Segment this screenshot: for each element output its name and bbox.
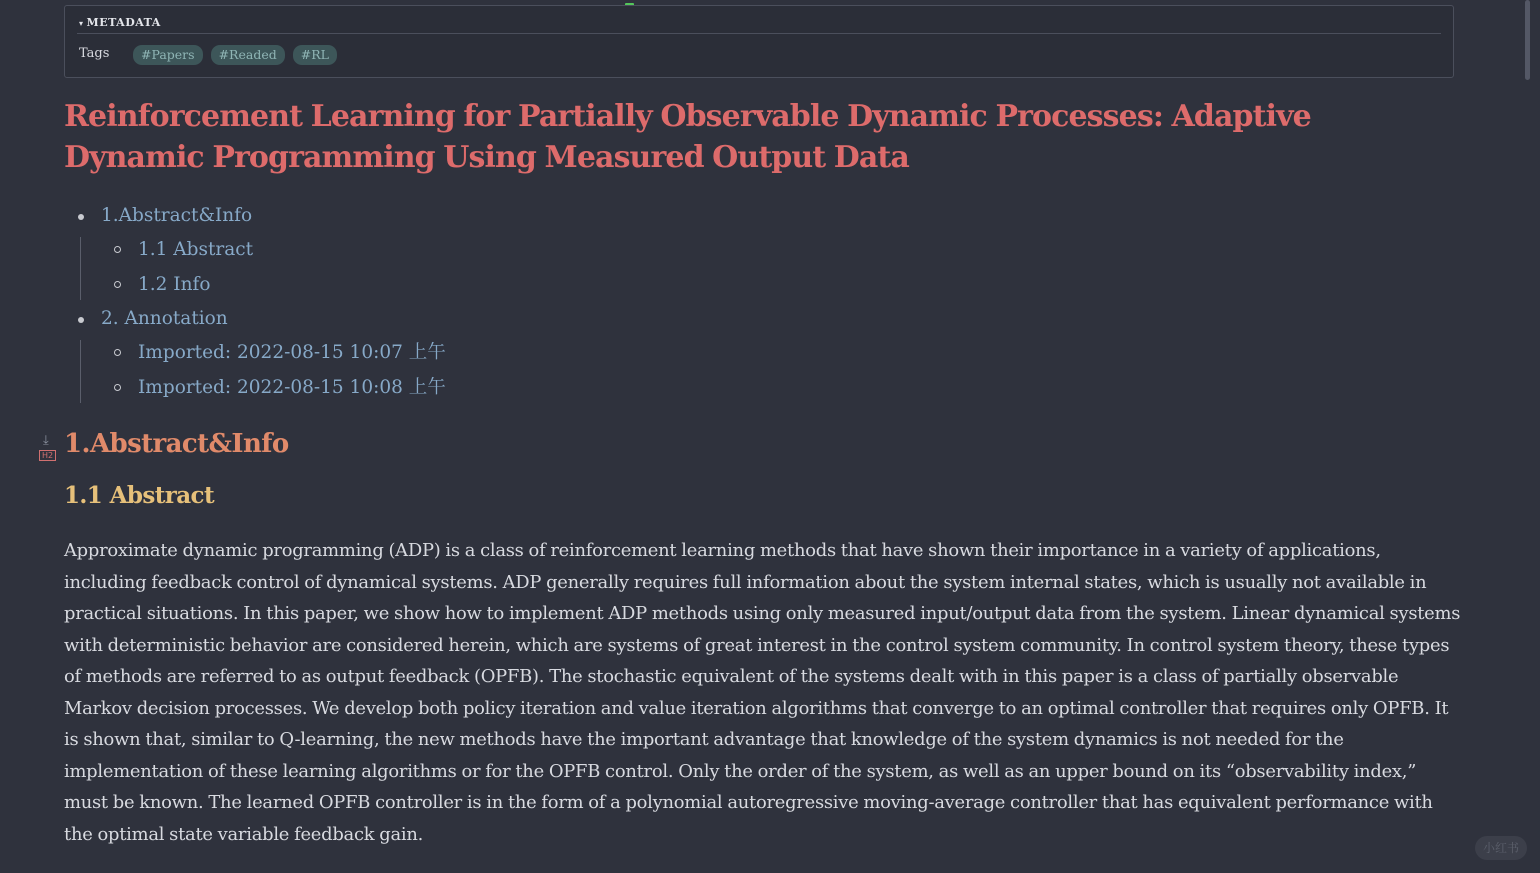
toc-link[interactable]: Imported: 2022-08-15 10:08 上午 <box>138 376 446 398</box>
toc-link[interactable]: 1.1 Abstract <box>138 239 254 260</box>
circle-bullet-icon <box>114 349 121 356</box>
metadata-header: METADATA <box>86 16 161 29</box>
tag-rl[interactable]: #RL <box>293 45 337 65</box>
circle-bullet-icon <box>114 384 121 391</box>
tag-papers[interactable]: #Papers <box>133 45 203 65</box>
toc-link[interactable]: Imported: 2022-08-15 10:07 上午 <box>138 342 446 363</box>
heading-level-badge: H2 <box>39 450 56 461</box>
metadata-panel <box>64 5 1454 78</box>
tag-list <box>133 45 337 65</box>
bullet-icon <box>78 214 84 220</box>
subsection-heading: 1.1 Abstract <box>64 482 214 509</box>
toc-sublist <box>64 234 446 303</box>
toc-item-annotation[interactable] <box>64 303 446 337</box>
metadata-divider <box>77 33 1441 34</box>
toc-item-abstract-info[interactable] <box>64 200 446 234</box>
caret-down-icon: ▾ <box>79 18 84 28</box>
page-title: Reinforcement Learning for Partially Observable Dynamic Processes: Adaptive Dynamic Programming Using Measured Output Data <box>64 99 1311 175</box>
toc-subitem-imported-1[interactable] <box>64 337 446 372</box>
toc-subitem-abstract[interactable] <box>64 234 446 269</box>
table-of-contents <box>64 200 446 406</box>
abstract-text: Approximate dynamic programming (ADP) is a class of reinforcement learning methods that have shown their importance in a variety of applications, including feedback control of dynamical systems. ADP generally requires full information about the system internal states, which is usually not available in practical situations. In this paper, we show how to implement ADP methods using only measured input/output data from the system. Linear dynamical systems with deterministic behavior are considered herein, which are systems of great interest in the control system community. In control system theory, these types of methods are referred to as output feedback (OPFB). The stochastic equivalent of the systems dealt with in this paper is a class of partially observable Markov decision processes. We develop both policy iteration and value iteration algorithms that converge to an optimal controller that requires only OPFB. It is shown that, similar to Q-learning, the new methods have the important advantage that knowledge of the system dynamics is not needed for the implementation of these learning algorithms or for the OPFB control. Only the order of the system, as well as an upper bound on its “observability index,” must be known. The learned OPFB controller is in the form of a polynomial autoregressive moving-average controller that has equivalent performance with the optimal state variable feedback gain. <box>64 540 1461 845</box>
circle-bullet-icon <box>114 246 121 253</box>
toc-link[interactable]: 1.Abstract&Info <box>101 205 253 226</box>
bullet-icon <box>78 317 84 323</box>
toc-link[interactable]: 2. Annotation <box>101 308 228 329</box>
toc-sublist <box>64 337 446 406</box>
metadata-toggle[interactable] <box>79 16 161 29</box>
circle-bullet-icon <box>114 281 121 288</box>
scrollbar-thumb[interactable] <box>1525 0 1530 80</box>
section-heading: 1.Abstract&Info <box>64 429 289 459</box>
tag-readed[interactable]: #Readed <box>211 45 285 65</box>
fold-arrow-icon: ⤓ <box>43 433 49 448</box>
tags-label: Tags <box>79 46 110 61</box>
toc-subitem-imported-2[interactable] <box>64 372 446 407</box>
watermark-badge: 小红书 <box>1475 836 1527 860</box>
heading-fold-control[interactable] <box>38 434 58 464</box>
toc-link[interactable]: 1.2 Info <box>138 273 211 295</box>
toc-subitem-info[interactable] <box>64 269 446 304</box>
